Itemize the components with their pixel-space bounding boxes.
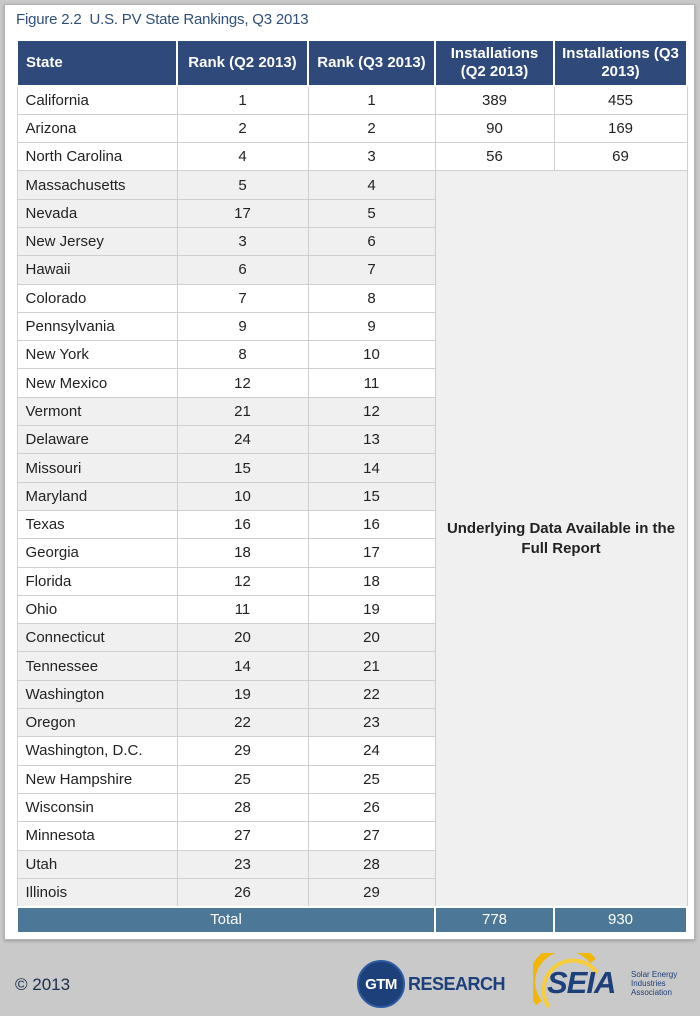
rank-q2-cell: 7 xyxy=(177,284,308,312)
rank-q2-cell: 19 xyxy=(177,680,308,708)
rank-q2-cell: 29 xyxy=(177,737,308,765)
rank-q3-cell: 9 xyxy=(308,312,435,340)
rank-q3-cell: 6 xyxy=(308,227,435,255)
header-row xyxy=(17,40,687,86)
rank-q3-cell: 2 xyxy=(308,114,435,142)
rank-q2-cell: 26 xyxy=(177,878,308,906)
rank-q3-cell: 3 xyxy=(308,143,435,171)
header-installations-q3: Installations (Q3 2013) xyxy=(554,40,687,86)
underlying-data-note: Underlying Data Available in the Full Report xyxy=(435,171,687,907)
seia-logo-subtitle: Solar Energy Industries Association xyxy=(631,970,678,997)
seia-logo-word: SEIA xyxy=(547,965,616,1000)
rank-q3-cell: 20 xyxy=(308,624,435,652)
state-cell: Missouri xyxy=(17,454,177,482)
installations-q3-cell: 455 xyxy=(554,86,687,114)
installations-q2-cell: 56 xyxy=(435,143,554,171)
state-cell: Hawaii xyxy=(17,256,177,284)
table-body xyxy=(17,86,687,933)
gtm-logo-circle: GTM xyxy=(357,960,405,1008)
rank-q3-cell: 5 xyxy=(308,199,435,227)
rank-q2-cell: 4 xyxy=(177,143,308,171)
rank-q3-cell: 7 xyxy=(308,256,435,284)
rank-q2-cell: 12 xyxy=(177,567,308,595)
rank-q3-cell: 4 xyxy=(308,171,435,199)
state-cell: North Carolina xyxy=(17,143,177,171)
state-cell: Colorado xyxy=(17,284,177,312)
rank-q2-cell: 20 xyxy=(177,624,308,652)
state-cell: Washington xyxy=(17,680,177,708)
installations-q3-cell: 69 xyxy=(554,143,687,171)
rank-q2-cell: 3 xyxy=(177,227,308,255)
rank-q3-cell: 13 xyxy=(308,426,435,454)
rank-q2-cell: 18 xyxy=(177,539,308,567)
rank-q2-cell: 25 xyxy=(177,765,308,793)
header-rank-q2: Rank (Q2 2013) xyxy=(177,40,308,86)
rank-q2-cell: 21 xyxy=(177,397,308,425)
rank-q3-cell: 18 xyxy=(308,567,435,595)
state-cell: New Hampshire xyxy=(17,765,177,793)
total-installations-q2: 778 xyxy=(435,907,554,933)
state-cell: Vermont xyxy=(17,397,177,425)
rank-q3-cell: 12 xyxy=(308,397,435,425)
state-cell: Arizona xyxy=(17,114,177,142)
state-cell: California xyxy=(17,86,177,114)
seia-logo xyxy=(533,953,693,1013)
state-cell: Utah xyxy=(17,850,177,878)
table-row xyxy=(17,86,687,114)
copyright: © 2013 xyxy=(15,975,71,994)
table-row xyxy=(17,143,687,171)
state-cell: Minnesota xyxy=(17,822,177,850)
rank-q2-cell: 15 xyxy=(177,454,308,482)
state-cell: Connecticut xyxy=(17,624,177,652)
installations-q2-cell: 90 xyxy=(435,114,554,142)
installations-q3-cell: 169 xyxy=(554,114,687,142)
state-cell: Washington, D.C. xyxy=(17,737,177,765)
rank-q3-cell: 1 xyxy=(308,86,435,114)
rank-q2-cell: 8 xyxy=(177,341,308,369)
state-cell: Maryland xyxy=(17,482,177,510)
rank-q2-cell: 22 xyxy=(177,709,308,737)
rank-q3-cell: 16 xyxy=(308,510,435,538)
rank-q3-cell: 28 xyxy=(308,850,435,878)
header-installations-q2: Installations (Q2 2013) xyxy=(435,40,554,86)
rank-q2-cell: 16 xyxy=(177,510,308,538)
rank-q2-cell: 12 xyxy=(177,369,308,397)
state-cell: Florida xyxy=(17,567,177,595)
rank-q2-cell: 2 xyxy=(177,114,308,142)
rank-q2-cell: 6 xyxy=(177,256,308,284)
total-installations-q3: 930 xyxy=(554,907,687,933)
state-cell: Ohio xyxy=(17,595,177,623)
rank-q2-cell: 17 xyxy=(177,199,308,227)
rank-q2-cell: 1 xyxy=(177,86,308,114)
state-cell: New Mexico xyxy=(17,369,177,397)
state-cell: New Jersey xyxy=(17,227,177,255)
state-cell: Wisconsin xyxy=(17,793,177,821)
rank-q2-cell: 27 xyxy=(177,822,308,850)
rank-q2-cell: 5 xyxy=(177,171,308,199)
header-state: State xyxy=(17,40,177,86)
rank-q3-cell: 22 xyxy=(308,680,435,708)
state-cell: Nevada xyxy=(17,199,177,227)
state-cell: Oregon xyxy=(17,709,177,737)
state-cell: Pennsylvania xyxy=(17,312,177,340)
rank-q2-cell: 28 xyxy=(177,793,308,821)
rank-q3-cell: 14 xyxy=(308,454,435,482)
state-cell: Delaware xyxy=(17,426,177,454)
table-row xyxy=(17,114,687,142)
rank-q3-cell: 19 xyxy=(308,595,435,623)
rank-q3-cell: 29 xyxy=(308,878,435,906)
total-row xyxy=(17,907,687,933)
rank-q3-cell: 8 xyxy=(308,284,435,312)
rank-q3-cell: 24 xyxy=(308,737,435,765)
figure-card xyxy=(4,4,695,1000)
rank-q3-cell: 17 xyxy=(308,539,435,567)
state-rankings-table xyxy=(16,39,688,934)
rank-q3-cell: 23 xyxy=(308,709,435,737)
installations-q2-cell: 389 xyxy=(435,86,554,114)
table-row xyxy=(17,171,687,199)
state-cell: Tennessee xyxy=(17,652,177,680)
rank-q2-cell: 14 xyxy=(177,652,308,680)
rank-q3-cell: 11 xyxy=(308,369,435,397)
state-cell: Georgia xyxy=(17,539,177,567)
state-cell: New York xyxy=(17,341,177,369)
state-cell: Texas xyxy=(17,510,177,538)
gtm-logo-word: RESEARCH xyxy=(408,973,506,994)
state-cell: Illinois xyxy=(17,878,177,906)
rank-q3-cell: 15 xyxy=(308,482,435,510)
rank-q3-cell: 21 xyxy=(308,652,435,680)
gtm-research-logo xyxy=(357,960,505,1008)
total-label: Total xyxy=(17,907,435,933)
rank-q2-cell: 11 xyxy=(177,595,308,623)
rank-q2-cell: 24 xyxy=(177,426,308,454)
rank-q2-cell: 23 xyxy=(177,850,308,878)
state-cell: Massachusetts xyxy=(17,171,177,199)
rank-q3-cell: 25 xyxy=(308,765,435,793)
figure-title: Figure 2.2 U.S. PV State Rankings, Q3 2013 xyxy=(16,11,309,28)
rank-q2-cell: 10 xyxy=(177,482,308,510)
rank-q2-cell: 9 xyxy=(177,312,308,340)
rank-q3-cell: 27 xyxy=(308,822,435,850)
header-rank-q3: Rank (Q3 2013) xyxy=(308,40,435,86)
rank-q3-cell: 26 xyxy=(308,793,435,821)
rank-q3-cell: 10 xyxy=(308,341,435,369)
